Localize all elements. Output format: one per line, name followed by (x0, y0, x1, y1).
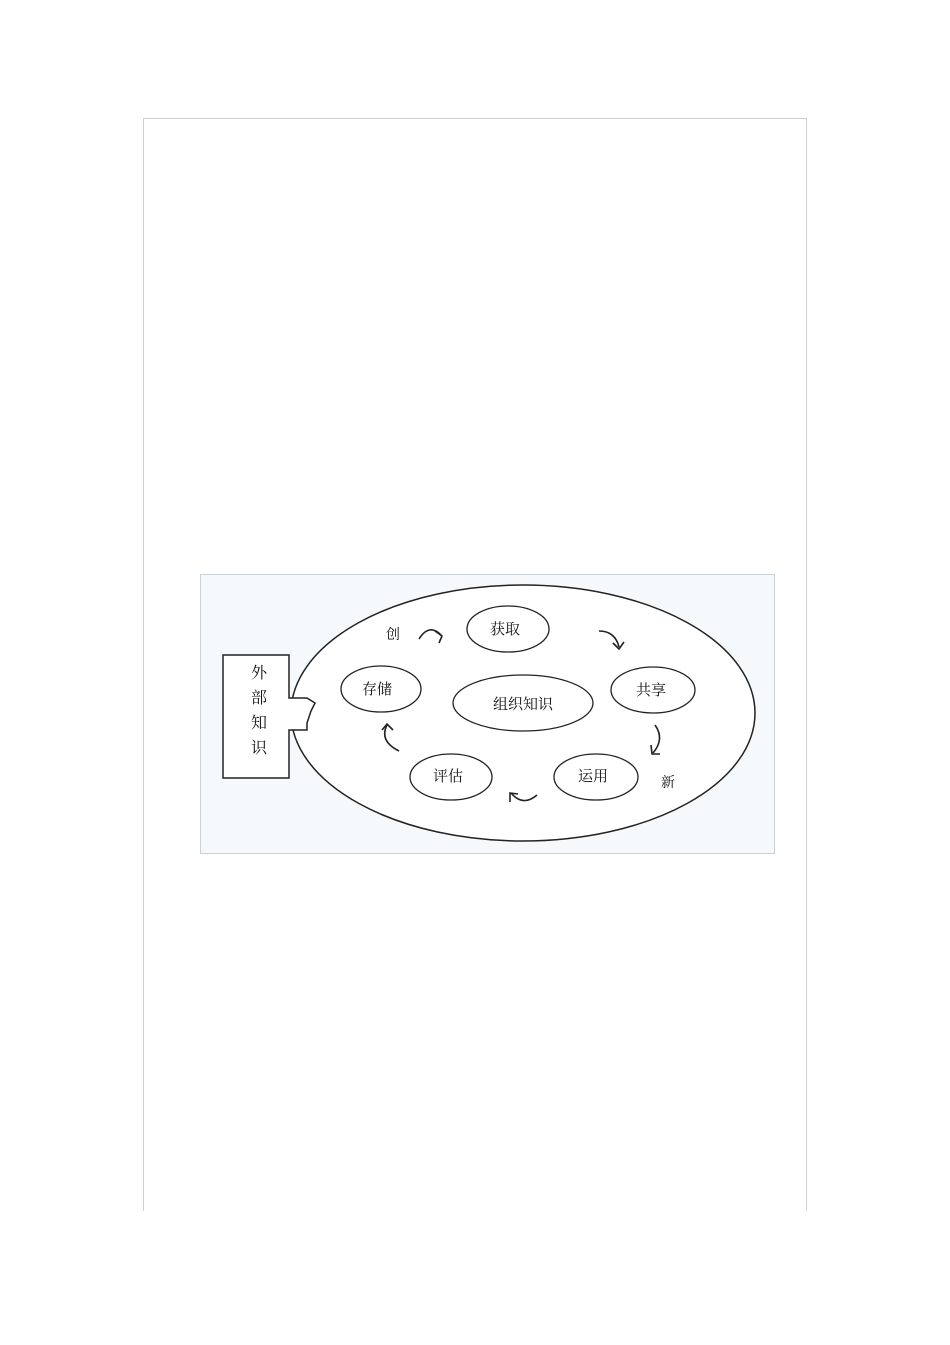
external-char: 部 (250, 688, 268, 707)
page-frame-left-upper (143, 118, 144, 866)
node-share-label: 共享 (635, 681, 667, 699)
node-apply-label: 运用 (577, 767, 609, 785)
node-acquire-label: 获取 (489, 620, 521, 638)
diagram-svg (201, 575, 776, 855)
knowledge-flow-diagram (200, 574, 775, 854)
page-frame-right-lower (806, 866, 807, 1211)
node-store-label: 存储 (361, 680, 393, 698)
external-char: 外 (250, 663, 268, 682)
page-frame-left-lower (143, 866, 144, 1211)
external-char: 知 (250, 713, 268, 732)
page-frame-top (143, 118, 807, 119)
external-char: 识 (250, 738, 268, 757)
external-knowledge-box (223, 655, 315, 778)
center-label: 组织知识 (492, 695, 554, 713)
create-char: 创 (386, 627, 400, 643)
new-char: 新 (661, 775, 675, 791)
node-evaluate-label: 评估 (432, 767, 464, 785)
page-frame-right-upper (806, 118, 807, 866)
